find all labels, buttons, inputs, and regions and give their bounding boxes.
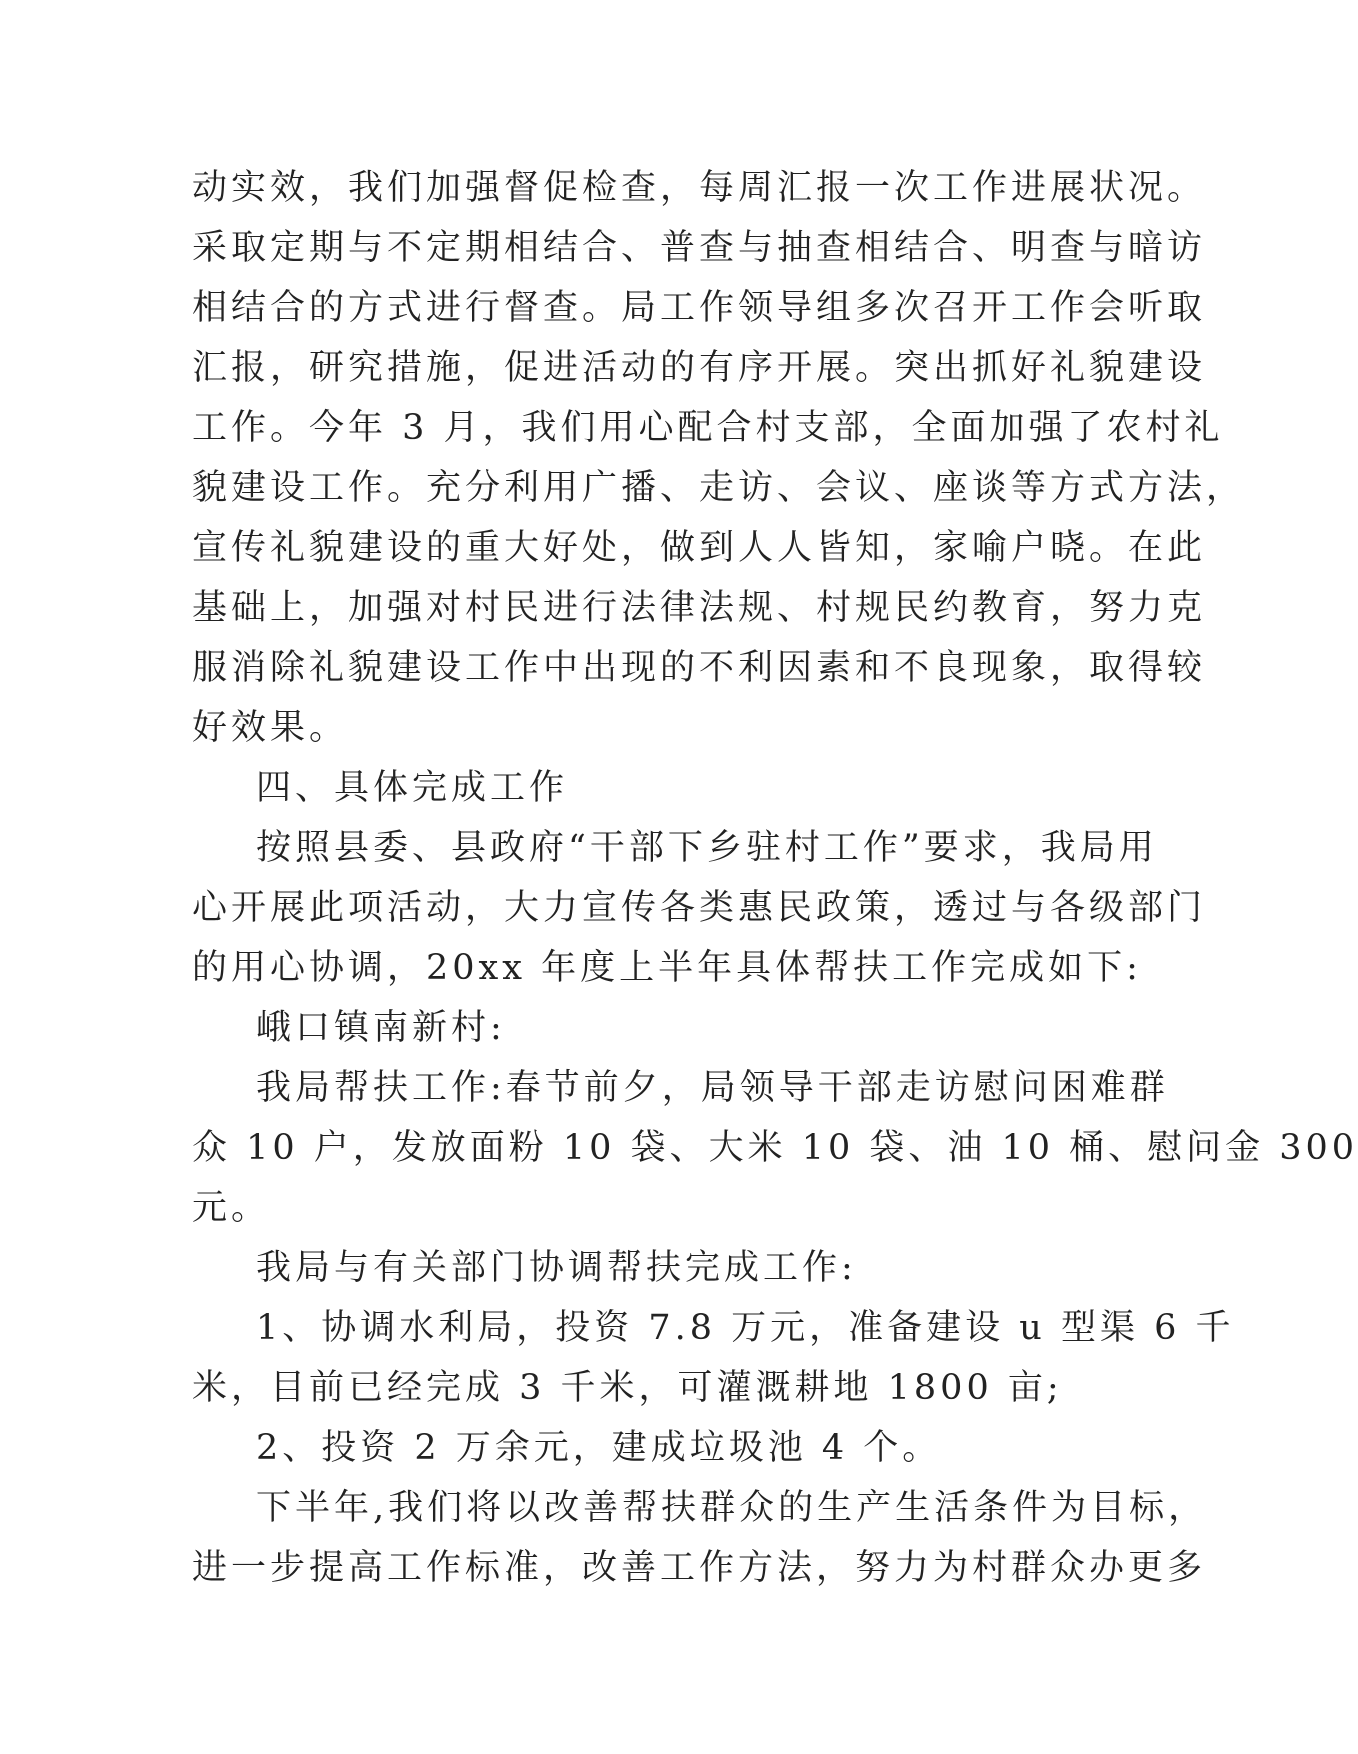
paragraph-line: 好效果。	[192, 708, 349, 748]
section-heading: 四、具体完成工作	[256, 768, 569, 808]
paragraph-line: 的用心协调，20xx 年度上半年具体帮扶工作完成如下:	[192, 948, 1142, 988]
paragraph-line: 下半年,我们将以改善帮扶群众的生产生活条件为目标，	[256, 1488, 1208, 1528]
paragraph-line: 心开展此项活动，大力宣传各类惠民政策，透过与各级部门	[192, 888, 1207, 928]
list-item: 1、协调水利局，投资 7.8 万元，准备建设 u 型渠 6 千	[256, 1308, 1235, 1348]
paragraph-line: 众 10 户，发放面粉 10 袋、大米 10 袋、油 10 桶、慰问金 300	[192, 1128, 1358, 1168]
paragraph-line: 汇报，研究措施，促进活动的有序开展。突出抓好礼貌建设	[192, 348, 1207, 388]
paragraph-line: 我局与有关部门协调帮扶完成工作:	[256, 1248, 857, 1288]
paragraph-line: 我局帮扶工作:春节前夕，局领导干部走访慰问困难群	[256, 1068, 1169, 1108]
paragraph-line: 动实效，我们加强督促检查，每周汇报一次工作进展状况。	[192, 168, 1207, 208]
paragraph-line: 服消除礼貌建设工作中出现的不利因素和不良现象，取得较	[192, 648, 1207, 688]
paragraph-line: 进一步提高工作标准，改善工作方法，努力为村群众办更多	[192, 1548, 1207, 1588]
paragraph-line: 按照县委、县政府“干部下乡驻村工作”要求，我局用	[256, 828, 1158, 868]
paragraph-line: 宣传礼貌建设的重大好处，做到人人皆知，家喻户晓。在此	[192, 528, 1207, 568]
paragraph-line: 采取定期与不定期相结合、普查与抽查相结合、明查与暗访	[192, 228, 1207, 268]
list-item-continuation: 米，目前已经完成 3 千米，可灌溉耕地 1800 亩;	[192, 1368, 1063, 1408]
paragraph-line: 相结合的方式进行督查。局工作领导组多次召开工作会听取	[192, 288, 1207, 328]
paragraph-line: 工作。今年 3 月，我们用心配合村支部，全面加强了农村礼	[192, 408, 1224, 448]
paragraph-line: 元。	[192, 1188, 271, 1228]
paragraph-line: 貌建设工作。充分利用广播、走访、会议、座谈等方式方法，	[192, 468, 1246, 508]
village-heading: 峨口镇南新村:	[256, 1008, 506, 1048]
list-item: 2、投资 2 万余元，建成垃圾池 4 个。	[256, 1428, 942, 1468]
paragraph-line: 基础上，加强对村民进行法律法规、村规民约教育，努力克	[192, 588, 1207, 628]
